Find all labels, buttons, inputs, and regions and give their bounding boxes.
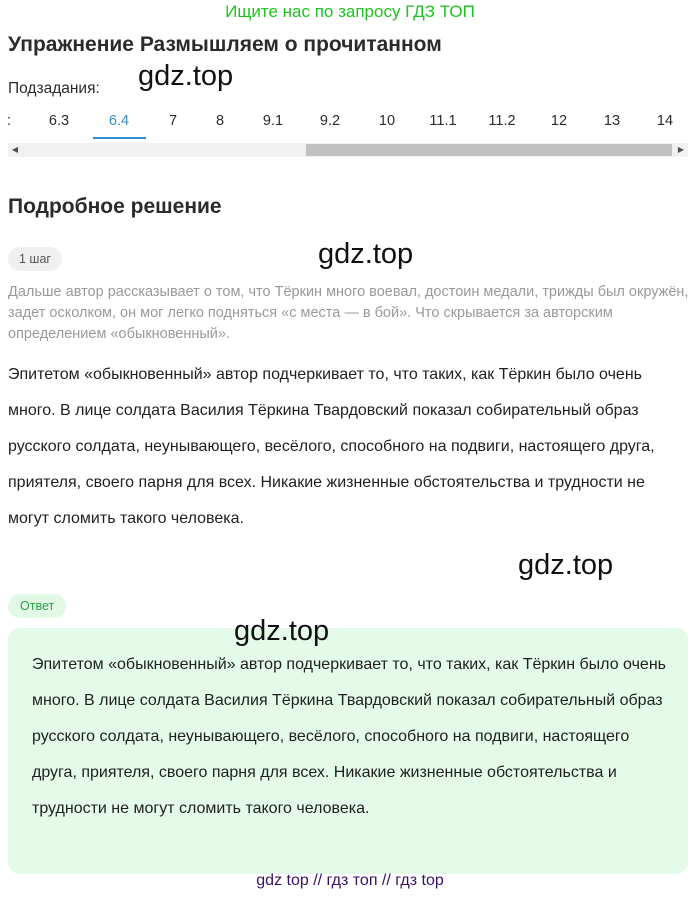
hint-text: Дальше автор рассказывает о том, что Тёркин много воевал, достоин медали, трижды был окружён, задет осколком, он мог легко подняться «с места — в бой». Что скрывается за авторским определением «обыкновенный». — [8, 284, 689, 342]
tab-subtask[interactable]: : — [6, 113, 12, 129]
tab-subtask[interactable]: 12 — [550, 113, 568, 129]
subtasks-label: Подзадания: — [8, 80, 100, 97]
scroll-right-icon[interactable]: ▶ — [677, 145, 685, 154]
section-title: Подробное решение — [8, 195, 222, 218]
watermark: gdz.top — [138, 60, 234, 92]
tab-subtask[interactable]: 6.3 — [48, 113, 70, 129]
answer-badge: Ответ — [8, 594, 66, 618]
tab-subtask-active[interactable]: 6.4 — [108, 113, 130, 129]
tab-subtask[interactable]: 13 — [603, 113, 621, 129]
horizontal-scrollbar[interactable] — [8, 143, 688, 157]
tab-subtask[interactable]: 11.2 — [488, 113, 516, 129]
solution-text: Эпитетом «обыкновенный» автор подчеркивает то, что таких, как Тёркин было очень много. В лице солдата Василия Тёркина Твардовский показал собирательный образ русского солдата, неунывающего, весёлого, способного на подвиги, настоящего друга, приятеля, своего парня для всех. Никакие жизненные обстоятельства и трудности не могут сломить такого человека. — [8, 366, 655, 527]
watermark: gdz.top — [318, 238, 414, 270]
scrollbar-thumb[interactable] — [306, 144, 672, 156]
active-tab-indicator — [93, 137, 146, 139]
answer-box — [8, 628, 688, 874]
watermark: gdz.top — [518, 549, 614, 581]
footer-links: gdz top // гдз топ // гдз top — [256, 872, 444, 889]
scroll-left-icon[interactable]: ◀ — [11, 145, 19, 154]
watermark: gdz.top — [234, 615, 330, 647]
tab-subtask[interactable]: 14 — [656, 113, 674, 129]
tab-subtask[interactable]: 10 — [378, 113, 396, 129]
tab-subtask[interactable]: 7 — [168, 113, 178, 129]
page-title: Упражнение Размышляем о прочитанном — [8, 33, 442, 56]
answer-text: Эпитетом «обыкновенный» автор подчеркивает то, что таких, как Тёркин было очень много. В лице солдата Василия Тёркина Твардовский показал собирательный образ русского солдата, неунывающего, весёлого, способного на подвиги, настоящего друга, приятеля, своего парня для всех. Никакие жизненные обстоятельства и трудности не могут сломить такого человека. — [32, 656, 666, 817]
tab-subtask[interactable]: 11.1 — [429, 113, 457, 129]
step-badge: 1 шаг — [8, 247, 62, 271]
tab-subtask[interactable]: 9.2 — [319, 113, 341, 129]
subtask-tabs — [0, 108, 700, 140]
search-banner: Ищите нас по запросу ГДЗ ТОП — [225, 2, 475, 21]
tab-subtask[interactable]: 8 — [215, 113, 225, 129]
tab-subtask[interactable]: 9.1 — [262, 113, 284, 129]
